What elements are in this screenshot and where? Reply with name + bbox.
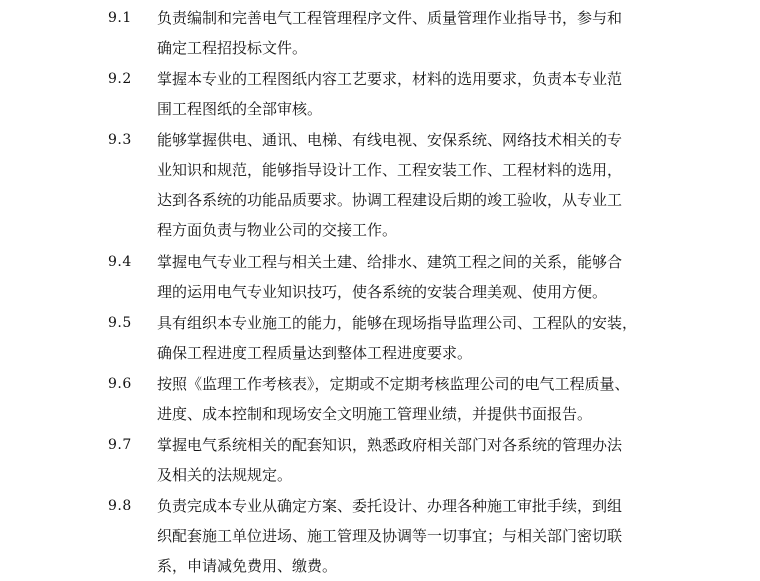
text-line: 程方面负责与物业公司的交接工作。 (157, 221, 398, 239)
text-line: 负责编制和完善电气工程管理程序文件、质量管理作业指导书，参与和 (157, 9, 623, 27)
text-line: 理的运用电气专业知识技巧，使各系统的安装合理美观、使用方便。 (157, 283, 608, 301)
clause-text (157, 3, 647, 63)
text-line: 围工程图纸的全部审核。 (157, 100, 323, 118)
clause-number: 9.5 (108, 315, 132, 331)
text-line: 织配套施工单位进场、施工管理及协调等一切事宜；与相关部门密切联 (157, 527, 623, 545)
clause-number: 9.2 (108, 71, 132, 87)
text-line: 掌握电气系统相关的配套知识，熟悉政府相关部门对各系统的管理办法 (157, 436, 623, 454)
clause-text (157, 125, 647, 245)
clause-number: 9.3 (108, 132, 132, 148)
text-line: 达到各系统的功能品质要求。协调工程建设后期的竣工验收，从专业工 (157, 191, 623, 209)
text-line: 系，申请减免费用、缴费。 (157, 557, 338, 575)
text-line: 负责完成本专业从确定方案、委托设计、办理各种施工审批手续，到组 (157, 497, 623, 515)
text-line: 确保工程进度工程质量达到整体工程进度要求。 (157, 344, 473, 362)
clause-number: 9.7 (108, 437, 132, 453)
clause-number: 9.4 (108, 254, 132, 270)
text-line: 进度、成本控制和现场安全文明施工管理业绩，并提供书面报告。 (157, 405, 593, 423)
clause-number: 9.6 (108, 376, 132, 392)
text-line: 能够掌握供电、通讯、电梯、有线电视、安保系统、网络技术相关的专 (157, 131, 623, 149)
text-line: 确定工程招投标文件。 (157, 39, 308, 57)
clause-text (157, 247, 647, 307)
text-line: 掌握本专业的工程图纸内容工艺要求，材料的选用要求，负责本专业范 (157, 70, 623, 88)
text-line: 业知识和规范，能够指导设计工作、工程安装工作、工程材料的选用， (157, 161, 623, 179)
clause-text (157, 64, 647, 124)
clause-text (157, 430, 647, 490)
clause-text (157, 369, 647, 429)
clause-number: 9.8 (108, 498, 132, 514)
text-line: 掌握电气专业工程与相关土建、给排水、建筑工程之间的关系，能够合 (157, 253, 623, 271)
clause-number: 9.1 (108, 10, 132, 26)
clause-text (157, 491, 647, 581)
clause-text (157, 308, 647, 368)
text-line: 具有组织本专业施工的能力，能够在现场指导监理公司、工程队的安装， (157, 314, 638, 332)
text-line: 按照《监理工作考核表》，定期或不定期考核监理公司的电气工程质量、 (157, 375, 630, 393)
text-line: 及相关的法规规定。 (157, 466, 293, 484)
